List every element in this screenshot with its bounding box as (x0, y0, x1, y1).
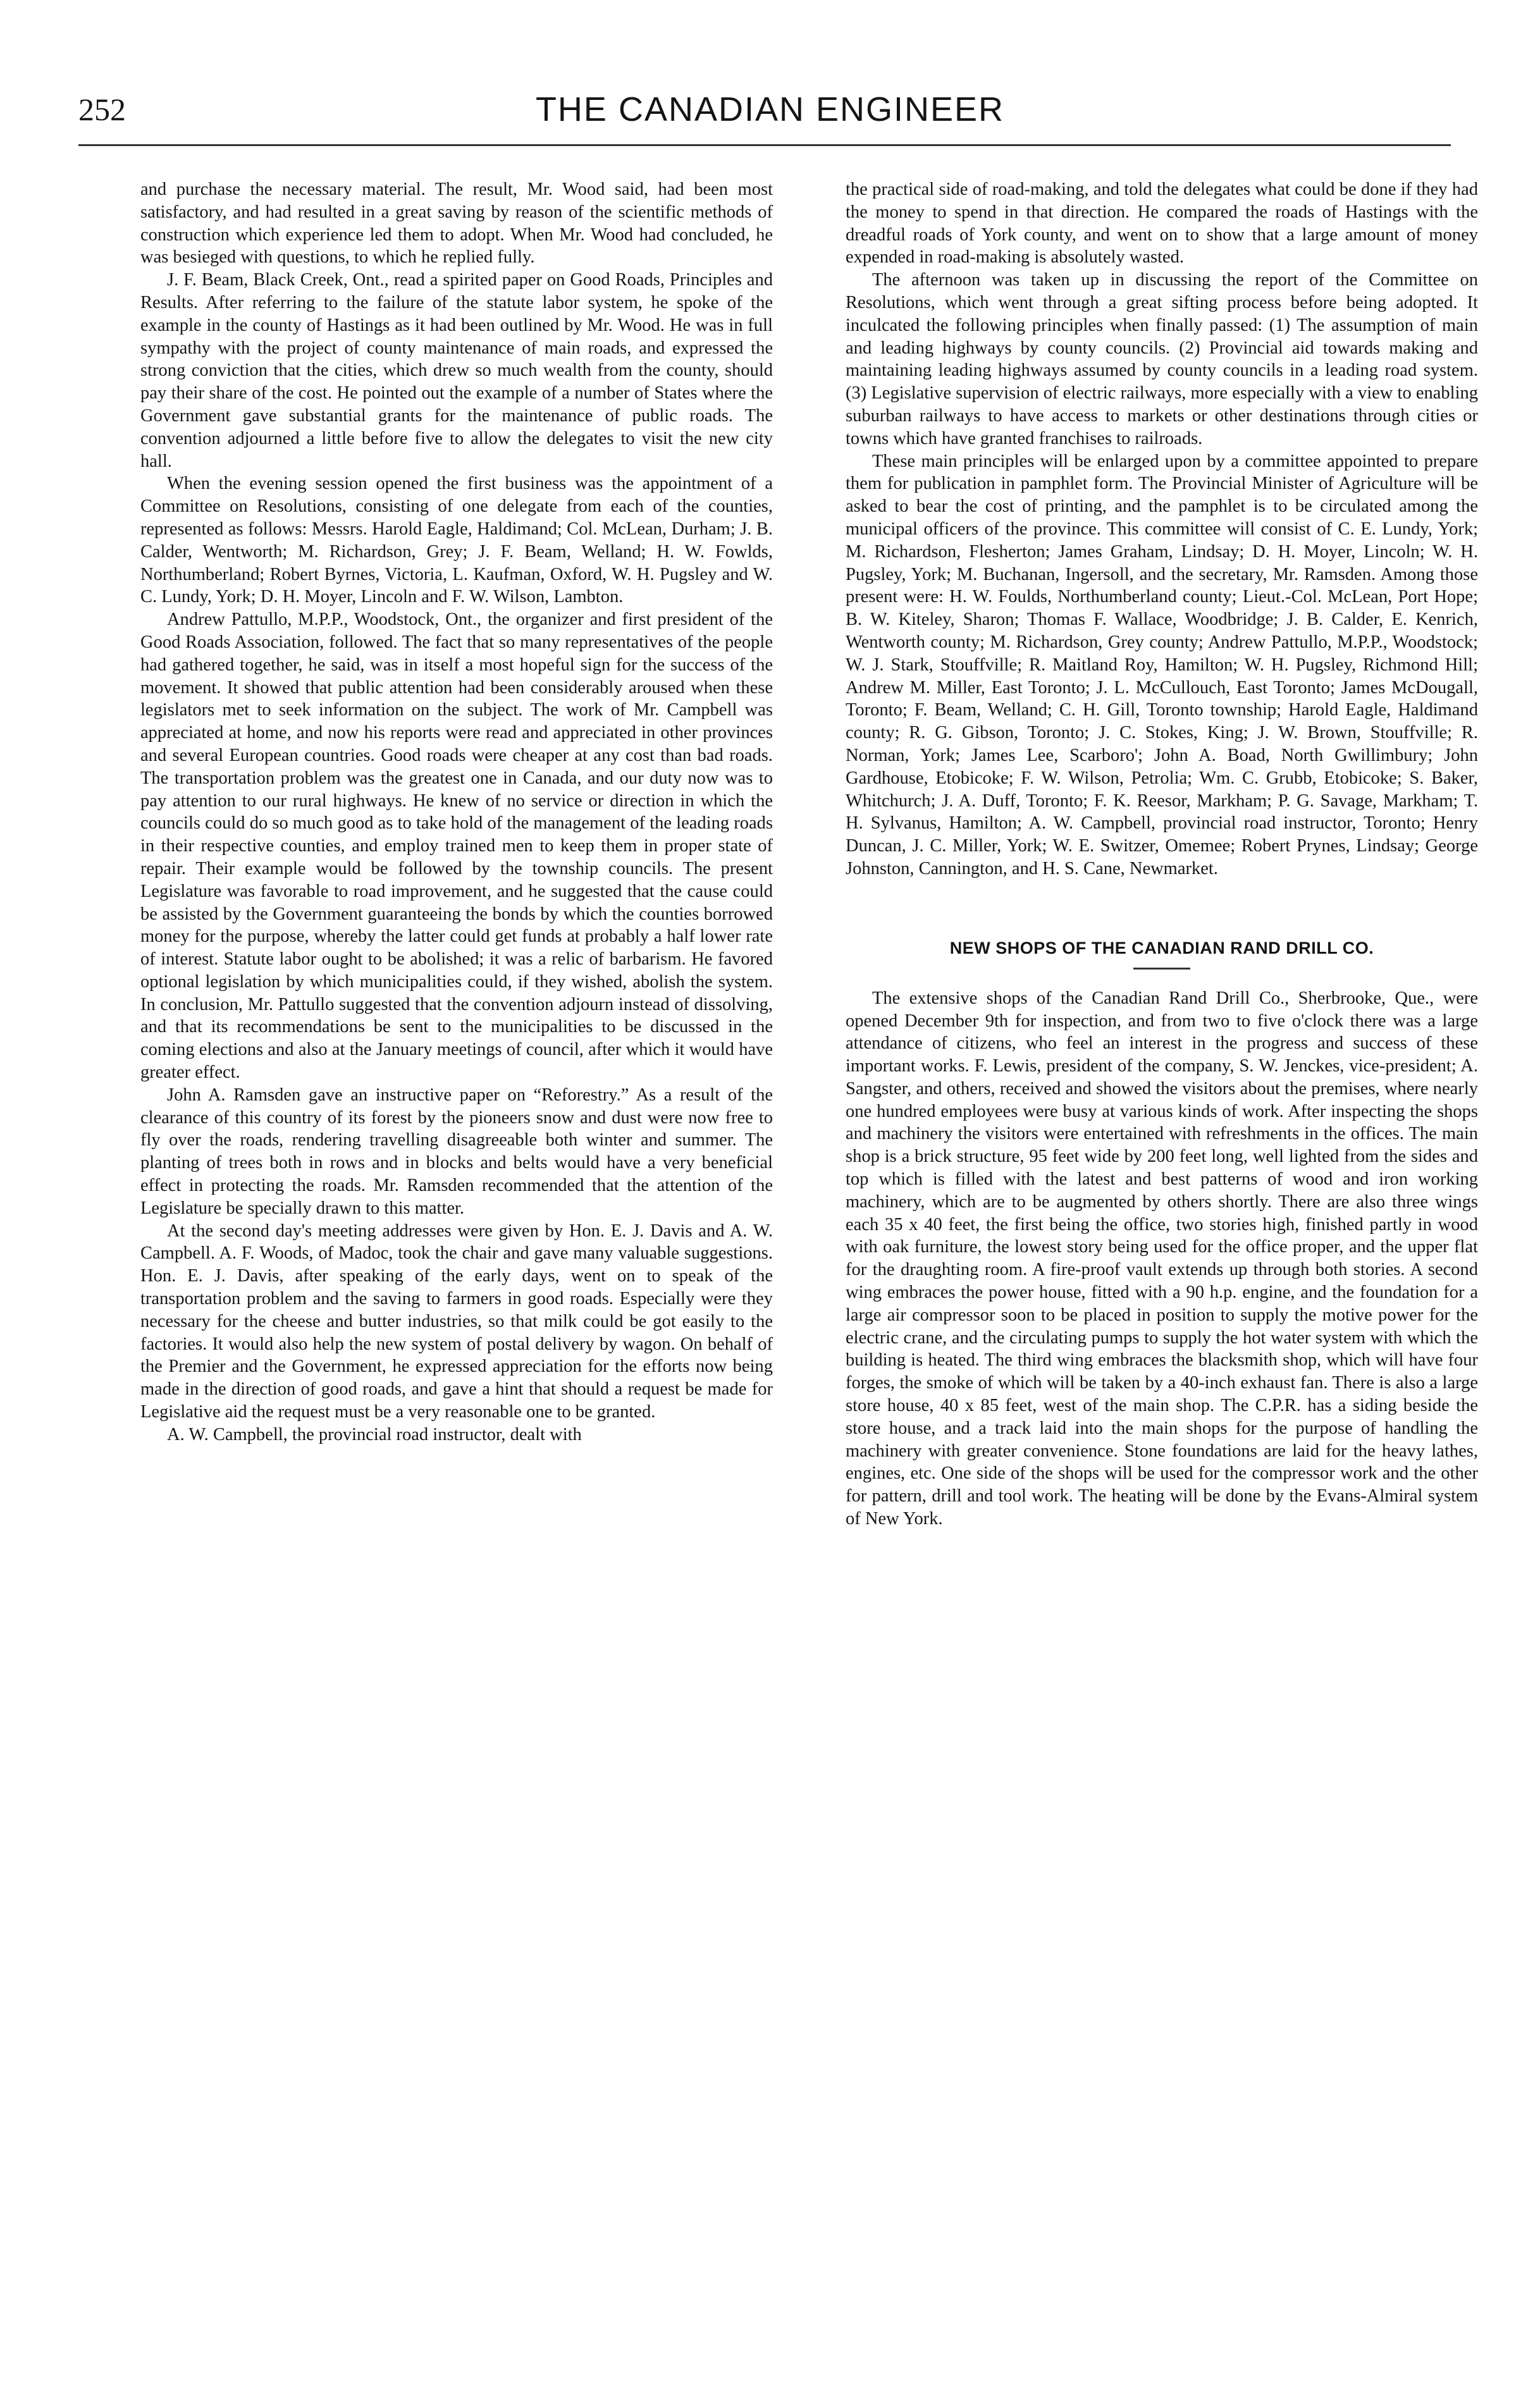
paragraph: J. F. Beam, Black Creek, Ont., read a spirited paper on Good Roads, Principles and Results. After referring to the failure of the statute labor system, he spoke of the example in the county of Hastings as it had been outlined by Mr. Wood. He was in full sympathy with the project of county maintenance of main roads, and expressed the strong conviction that the cities, which drew so much wealth from the county, should pay their share of the cost. He pointed out the example of a number of States where the Government gave substantial grants for the maintenance of public roads. The convention adjourned a little before five to allow the delegates to visit the new city hall. (140, 270, 773, 471)
paragraph: The afternoon was taken up in discussing the report of the Committee on Resolutions, which went through a great sifting process before being adopted. It inculcated the following principles when finally passed: (1) The assumption of main and leading highways by county councils. (2) Provincial aid towards making and maintaining leading highways assumed by county councils in a leading road system. (3) Legislative supervision of electric railways, more especially with a view to enabling suburban railways to have access to markets or other destinations through cities or towns which have granted franchises to railroads. (846, 270, 1478, 448)
paragraph: When the evening session opened the first business was the appointment of a Committee on Resolutions, consisting of one delegate from each of the counties, represented as follows: Messrs. Harold Eagle, Haldimand; Col. McLean, Durham; J. B. Calder, Wentworth; M. Richardson, Grey; J. F. Beam, Welland; H. W. Fowlds, Northumberland; Robert Byrnes, Victoria, L. Kaufman, Oxford, W. H. Pugsley and W. C. Lundy, York; D. H. Moyer, Lincoln and F. W. Wilson, Lambton. (140, 474, 773, 607)
page-number: 252 (78, 92, 126, 127)
article-title: NEW SHOPS OF THE CANADIAN RAND DRILL CO. (949, 938, 1374, 958)
left-column (140, 178, 773, 2354)
paragraph: The extensive shops of the Canadian Rand Drill Co., Sherbrooke, Que., were opened December 9th for inspection, and from two to five o'clock there was a large attendance of citizens, who feel an interest in the progress and success of these important works. F. Lewis, president of the company, S. W. Jenckes, vice-president; A. Sangster, and others, received and showed the visitors about the premises, where nearly one hundred employees were busy at various kinds of work. After inspecting the shops and machinery the visitors were entertained with refreshments in the offices. The main shop is a brick structure, 95 feet wide by 200 feet long, well lighted from the sides and top which is filled with the latest and best patterns of wood and iron working machinery, which are to be augmented by others shortly. There are also three wings each 35 x 40 feet, the first being the office, two stories high, finished partly in wood with oak furniture, the lowest story being used for the office proper, and the upper flat for the draughting room. A fire-proof vault extends up through both stories. A second wing embraces the power house, fitted with a 90 h.p. engine, and the foundation for a large air compressor soon to be placed in position to supply the motive power for the electric crane, and the circulating pumps to supply the hot water system with which the building is heated. The third wing embraces the blacksmith shop, which will have four forges, the smoke of which will be taken by a 40-inch exhaust fan. There is also a large store house, 40 x 85 feet, west of the main shop. The C.P.R. has a siding beside the store house, and a track laid into the main shops for the purpose of handling the machinery with greater convenience. Stone foundations are laid for the heavy lathes, engines, etc. One side of the shops will be used for the compressor work and the other for pattern, drill and tool work. The heating will be done by the Evans-Almiral system of New York. (846, 988, 1478, 1529)
title-rule (1133, 968, 1190, 970)
header-rule (78, 144, 1451, 146)
paragraph: A. W. Campbell, the provincial road instructor, dealt with (167, 1424, 582, 1444)
running-head: THE CANADIAN ENGINEER (535, 90, 1005, 128)
paragraph: These main principles will be enlarged upon by a committee appointed to prepare them for publication in pamphlet form. The Provincial Minister of Agriculture will be asked to bear the cost of printing, and the pamphlet is to be circulated among the municipal officers of the province. This committee will consist of C. E. Lundy, York; M. Richardson, Flesherton; James Graham, Lindsay; D. H. Moyer, Lincoln; W. H. Pugsley, York; M. Buchanan, Ingersoll, and the secretary, Mr. Ramsden. Among those present were: H. W. Foulds, Northumberland county; Lieut.-Col. McLean, Port Hope; B. W. Kiteley, Sharon; Thomas F. Wallace, Woodbridge; J. B. Calder, E. Kenrich, Wentworth county; M. Richardson, Grey county; Andrew Pattullo, M.P.P., Woodstock; W. J. Stark, Stouffville; R. Maitland Roy, Hamilton; W. H. Pugsley, Richmond Hill; Andrew M. Miller, East Toronto; J. L. McCullouch, East Toronto; James McDougall, Toronto; F. Beam, Welland; C. H. Gill, Toronto township; Harold Eagle, Haldimand county; R. G. Gibson, Toronto; J. C. Stokes, King; J. W. Brown, Stouffville; R. Norman, York; James Lee, Scarboro'; John A. Boad, North Gwillimbury; John Gardhouse, Etobicoke; F. W. Wilson, Petrolia; Wm. C. Grubb, Etobicoke; S. Baker, Whitchurch; J. A. Duff, Toronto; F. K. Reesor, Markham; P. G. Savage, Markham; T. H. Sylvanus, Hamilton; A. W. Campbell, provincial road instructor, Toronto; Henry Duncan, J. C. Miller, York; W. E. Switzer, Omemee; Robert Prynes, Lindsay; George Johnston, Cannington, and H. S. Cane, Newmarket. (846, 451, 1478, 878)
paragraph: and purchase the necessary material. The result, Mr. Wood said, had been most satisfactory, and had resulted in a great saving by reason of the scientific methods of construction which experience led them to adopt. When Mr. Wood had concluded, he was besieged with questions, to which he replied fully. (140, 180, 773, 268)
paragraph: At the second day's meeting addresses were given by Hon. E. J. Davis and A. W. Campbell. A. F. Woods, of Madoc, took the chair and gave many valuable suggestions. Hon. E. J. Davis, after speaking of the early days, went on to speak of the transportation problem and the saving to farmers in good roads. Especially were they necessary for the cheese and butter industries, so that milk could be got easily to the factories. It would also help the new system of postal delivery by wagon. On behalf of the Premier and the Government, he expressed appreciation for the efforts now being made in the direction of good roads, and gave a hint that should a request be made for Legislative aid the request must be a very reasonable one to be granted. (140, 1221, 773, 1422)
paragraph: John A. Ramsden gave an instructive paper on “Reforestry.” As a result of the clearance of this country of its forest by the pioneers snow and dust were now free to fly over the roads, rendering travelling disagreeable both winter and summer. The planting of trees both in rows and in blocks and belts would have a very beneficial effect in protecting the roads. Mr. Ramsden recommended that the attention of the Legislature be specially drawn to this matter. (140, 1085, 773, 1218)
paragraph: Andrew Pattullo, M.P.P., Woodstock, Ont., the organizer and first president of the Good Roads Association, followed. The fact that so many representatives of the people had gathered together, he said, was in itself a most hopeful sign for the success of the movement. It showed that public attention had been considerably aroused when these legislators met to seek information on the subject. The work of Mr. Campbell was appreciated at home, and now his reports were read and appreciated in other provinces and several European countries. Good roads were cheaper at any cost than bad roads. The transportation problem was the greatest one in Canada, and our duty now was to pay attention to our rural highways. He knew of no service or direction in which the councils could do so much good as to take hold of the management of the leading roads in their respective counties, and employ trained men to keep them in proper state of repair. Their example would be followed by the township councils. The present Legislature was favorable to road improvement, and he suggested that the cause could be assisted by the Government guaranteeing the bonds by which the counties borrowed money for the purpose, whereby the latter could get funds at probably a half lower rate of interest. Statute labor ought to be abolished; it was a relic of barbarism. He favored optional legislation by which municipalities could, if they wished, abolish the system. In conclusion, Mr. Pattullo suggested that the convention adjourn instead of dissolving, and that its recommendations be sent to the municipalities to be discussed in the coming elections and also at the January meetings of council, after which it would have greater effect. (140, 610, 773, 1083)
paragraph: the practical side of road-making, and told the delegates what could be done if they had the money to spend in that direction. He compared the roads of Hastings with the dreadful roads of York county, and went on to show that a large amount of money expended in road-making is absolutely wasted. (846, 180, 1478, 268)
right-column (846, 178, 1478, 2354)
